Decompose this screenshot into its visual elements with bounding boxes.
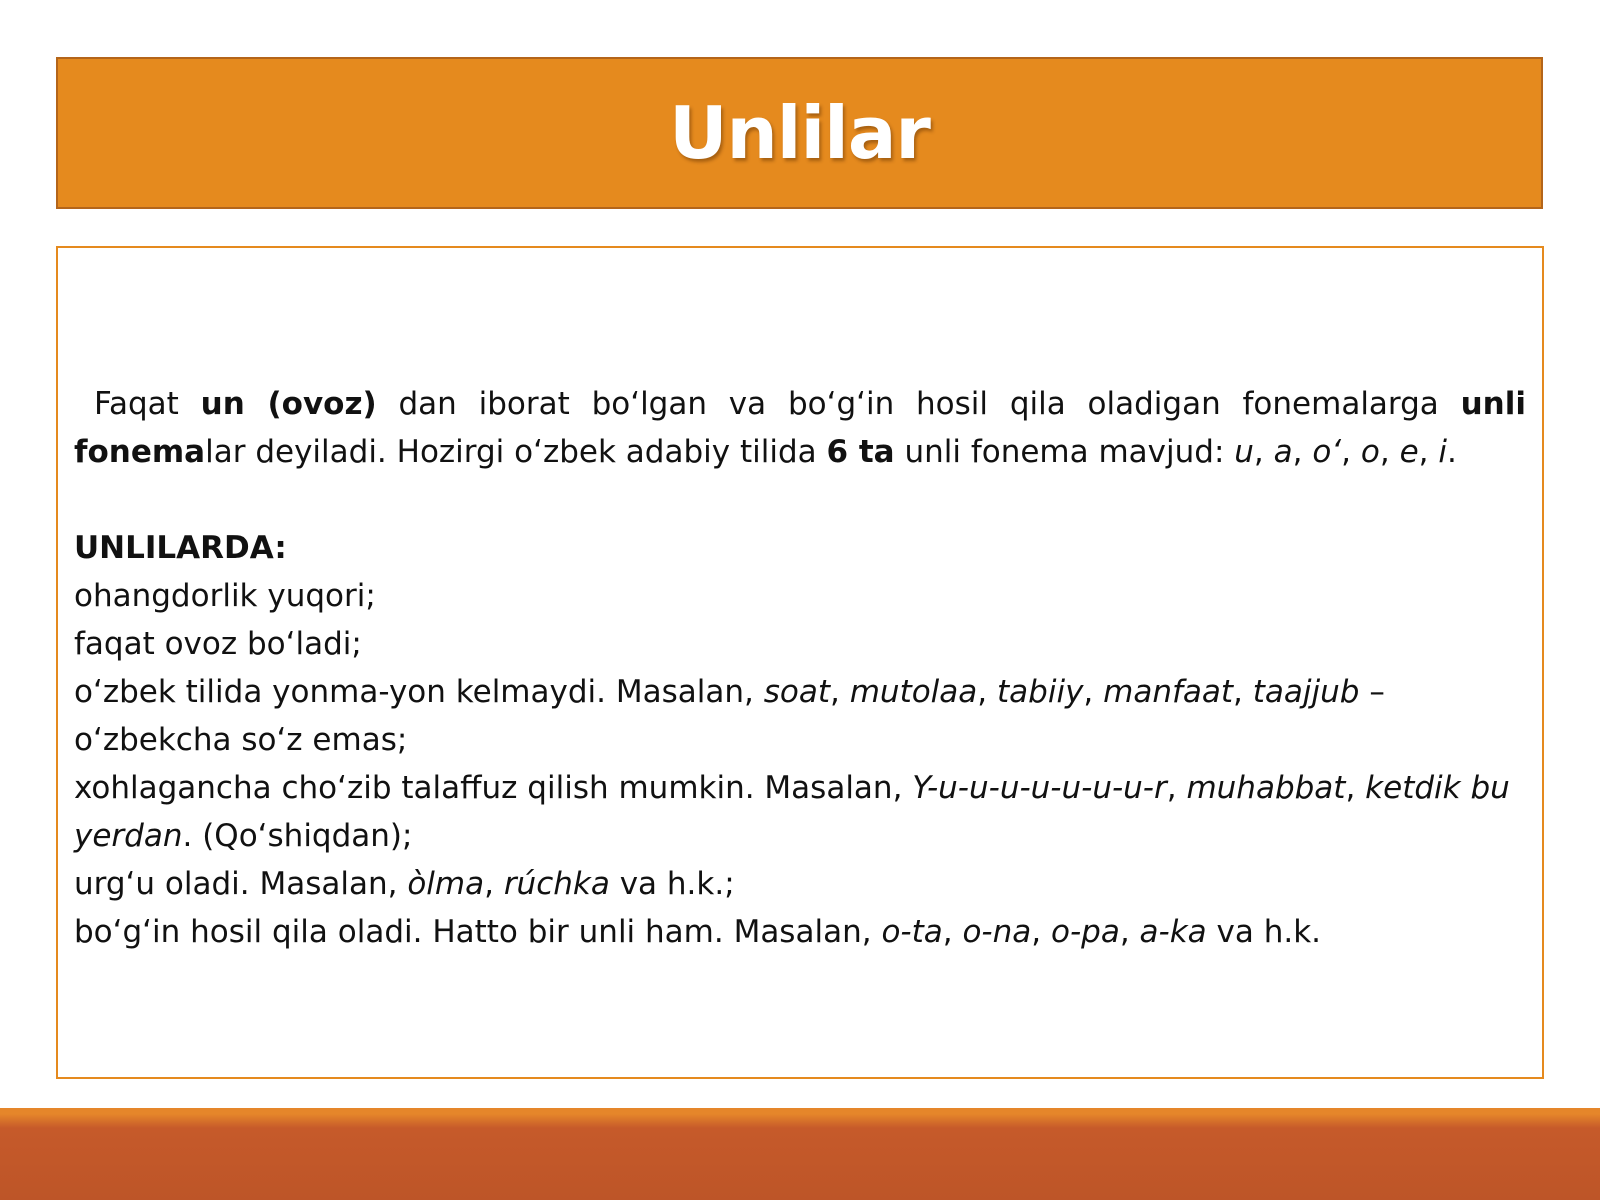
example-word: tabiiy — [997, 674, 1084, 710]
example-word: ketdik bu yerdan — [74, 770, 1510, 854]
list-item-text: bo‘g‘in hosil qila oladi. Hatto bir unli ham. Masalan, — [74, 914, 882, 950]
separator: , — [1253, 434, 1274, 470]
section-heading — [74, 524, 1526, 572]
list-item — [74, 764, 1526, 860]
list-item — [74, 860, 1526, 908]
list-item — [74, 668, 1526, 764]
list-item-tail: va h.k.; — [609, 866, 735, 902]
separator: , — [1031, 914, 1051, 950]
intro-term-unli-fonema: unli fonema — [74, 386, 1526, 470]
list-item-text: xohlagancha cho‘zib talaffuz qilish mumkin. Masalan, — [74, 770, 913, 806]
list-item-text: faqat ovoz bo‘ladi; — [74, 626, 362, 662]
vowel-example: o‘ — [1312, 434, 1342, 470]
example-word: o-pa — [1050, 914, 1120, 950]
example-word: a-ka — [1139, 914, 1207, 950]
intro-count: 6 ta — [826, 434, 895, 470]
separator: , — [830, 674, 850, 710]
separator: , — [1345, 770, 1366, 806]
list-item-text: o‘zbek tilida yonma-yon kelmaydi. Masalan, — [74, 674, 764, 710]
vowel-example: e — [1399, 434, 1419, 470]
vowel-example: o — [1360, 434, 1380, 470]
example-word: òlma — [407, 866, 485, 902]
content-body — [74, 380, 1526, 956]
separator: , — [1418, 434, 1439, 470]
intro-text: Faqat — [94, 386, 201, 422]
example-word: mutolaa — [849, 674, 978, 710]
separator: , — [1341, 434, 1361, 470]
vowel-example: a — [1273, 434, 1293, 470]
example-word: soat — [763, 674, 830, 710]
separator: , — [977, 674, 998, 710]
list-item — [74, 908, 1526, 956]
example-word: Y-u-u-u-u-u-u-u-r — [912, 770, 1167, 806]
separator: , — [1292, 434, 1313, 470]
section-heading-text: UNLILARDA: — [74, 530, 287, 566]
example-word: manfaat — [1103, 674, 1234, 710]
example-word: muhabbat — [1186, 770, 1346, 806]
separator: , — [1166, 770, 1187, 806]
example-word: o-na — [962, 914, 1032, 950]
list-item-tail: va h.k. — [1206, 914, 1322, 950]
separator: , — [484, 866, 504, 902]
content-box — [56, 246, 1544, 1079]
vowel-example: i — [1438, 434, 1447, 470]
list-item — [74, 572, 1526, 620]
spacer — [74, 476, 1526, 524]
list-item-text: urg‘u oladi. Masalan, — [74, 866, 408, 902]
separator: , — [1119, 914, 1140, 950]
slide-title: Unlilar — [669, 91, 930, 175]
intro-end: . — [1447, 434, 1457, 470]
separator: , — [1379, 434, 1400, 470]
intro-paragraph — [74, 380, 1526, 476]
separator: , — [1233, 674, 1253, 710]
separator: , — [1083, 674, 1104, 710]
example-word: taajjub — [1252, 674, 1360, 710]
list-item-tail: . (Qo‘shiqdan); — [182, 818, 413, 854]
intro-text: lar deyiladi. Hozirgi o‘zbek adabiy tilida — [205, 434, 827, 470]
example-word: rúchka — [503, 866, 610, 902]
footer-band — [0, 1108, 1600, 1200]
intro-text: unli fonema mavjud: — [894, 434, 1235, 470]
list-item-text: ohangdorlik yuqori; — [74, 578, 376, 614]
intro-term-un-ovoz: un (ovoz) — [200, 386, 377, 422]
example-word: o-ta — [881, 914, 943, 950]
list-item-tail: – o‘zbekcha so‘z emas; — [74, 674, 1385, 758]
list-item — [74, 620, 1526, 668]
vowel-example: u — [1234, 434, 1254, 470]
intro-text: dan iborat bo‘lgan va bo‘g‘in hosil qila oladigan fonemalarga — [376, 386, 1461, 422]
separator: , — [942, 914, 963, 950]
title-bar — [56, 57, 1543, 209]
